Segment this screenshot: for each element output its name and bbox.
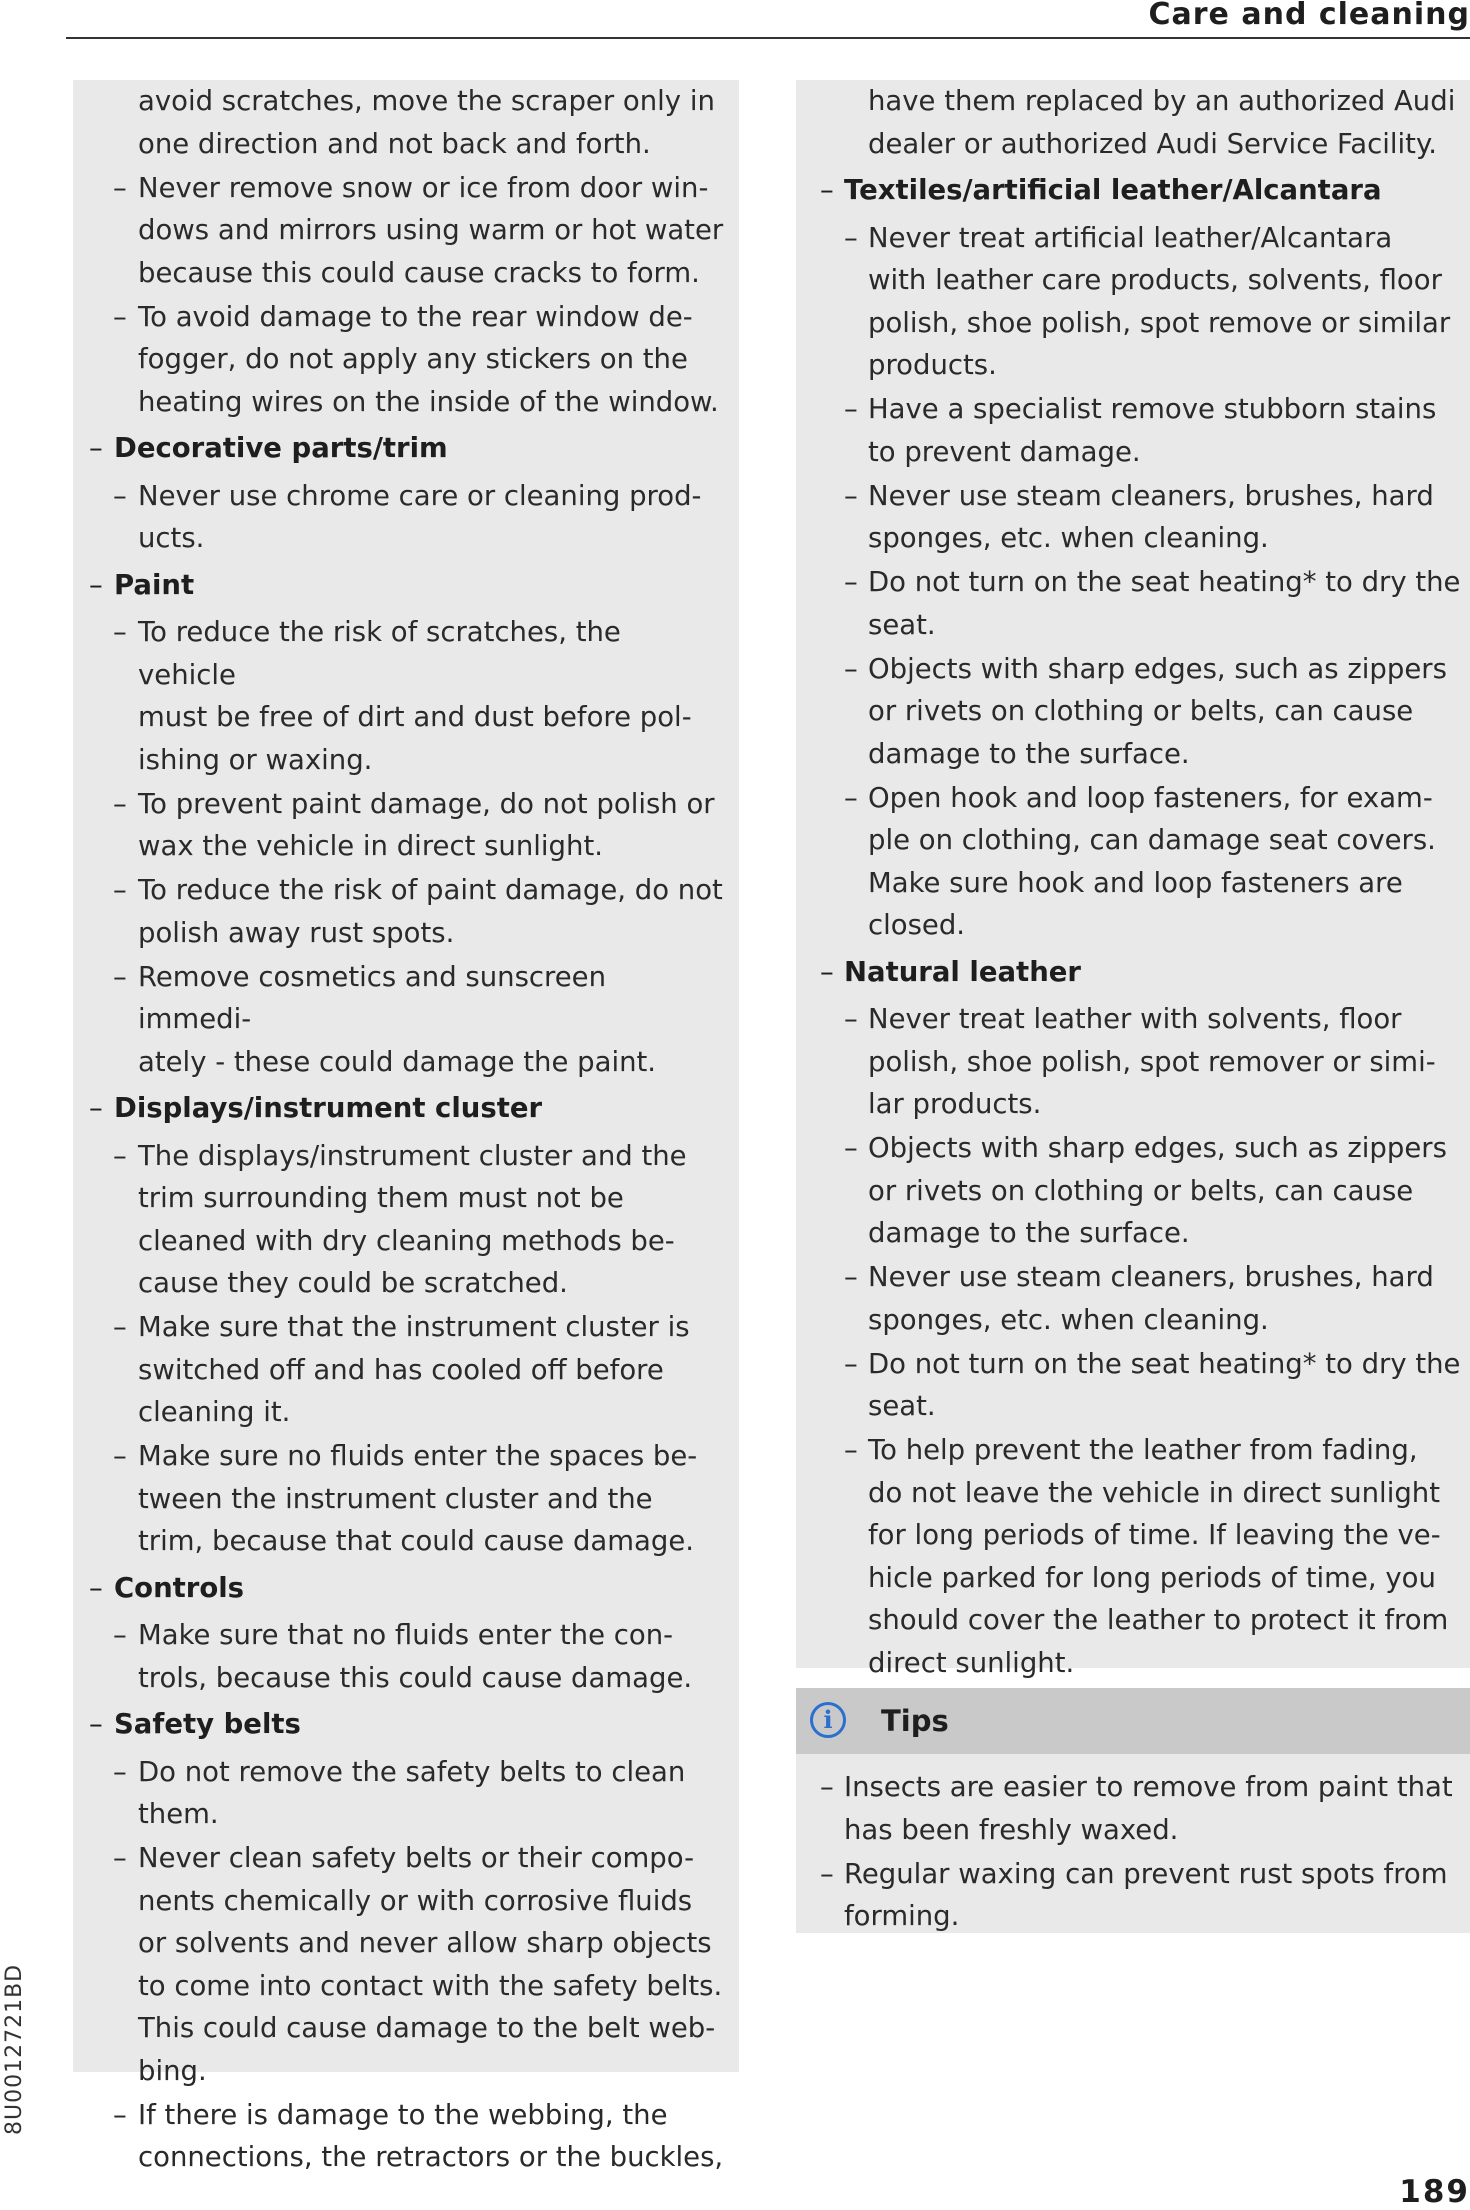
list-item (73, 167, 725, 295)
text-line: tween the instrument cluster and the (138, 1482, 653, 1515)
dash-bullet: – (113, 1619, 127, 1651)
list-item (796, 1343, 1470, 1428)
text-line: products. (868, 349, 997, 381)
dash-bullet: – (89, 432, 103, 464)
text-line: trim surrounding them must not be (138, 1182, 624, 1214)
continued-text (796, 80, 1470, 165)
text-line: have them replaced by an authorized Audi (868, 85, 1456, 117)
document-code: 8U0012721BD (2, 1963, 27, 2135)
text-line: trols, because this could cause damage. (138, 1661, 693, 1694)
text-line: polish away rust spots. (138, 916, 455, 949)
list-item (73, 475, 725, 560)
dash-bullet: – (113, 1139, 127, 1172)
text-line: lar products. (868, 1088, 1042, 1120)
list-item (73, 1751, 725, 1836)
list-item (796, 561, 1470, 646)
list-item (796, 1256, 1470, 1341)
text-line: wax the vehicle in direct sunlight. (138, 830, 603, 862)
dash-bullet: – (844, 1261, 858, 1293)
text-line: Make sure hook and loop fasteners are (868, 866, 1403, 899)
category-heading-text: Natural leather (844, 955, 1081, 988)
category-heading-text: Paint (114, 568, 195, 601)
text-line: switched off and has cooled off before (138, 1353, 664, 1386)
list-item (796, 998, 1470, 1126)
tip-item (796, 1853, 1470, 1938)
text-line: ishing or waxing. (138, 743, 373, 776)
text-line: Never treat artificial leather/Alcantara (868, 221, 1393, 254)
text-line: Never remove snow or ice from door win- (138, 171, 709, 204)
text-line: cleaning it. (138, 1396, 291, 1428)
list-item (73, 1435, 725, 1563)
dash-bullet: – (844, 1132, 858, 1164)
dash-bullet: – (89, 1092, 103, 1124)
right-column (796, 80, 1470, 1679)
continued-text (73, 80, 725, 165)
text-line: should cover the leather to protect it from (868, 1604, 1449, 1636)
dash-bullet: – (844, 1347, 858, 1380)
dash-bullet: – (113, 479, 127, 512)
dash-bullet: – (89, 1708, 103, 1740)
dash-bullet: – (820, 174, 834, 206)
text-line: Make sure that no fluids enter the con- (138, 1619, 674, 1651)
list-item (796, 1429, 1470, 1684)
list-item (73, 783, 725, 868)
text-line: sponges, etc. when cleaning. (868, 522, 1269, 554)
text-line: cleaned with dry cleaning methods be- (138, 1224, 675, 1257)
text-line: polish, shoe polish, spot remove or similar (868, 306, 1451, 339)
dash-bullet: – (820, 955, 834, 988)
text-line: direct sunlight. (868, 1646, 1075, 1679)
dash-bullet: – (844, 1003, 858, 1035)
text-line: for long periods of time. If leaving the ve- (868, 1519, 1441, 1551)
text-line: ple on clothing, can damage seat covers. (868, 824, 1436, 856)
text-line: This could cause damage to the belt web- (138, 2012, 716, 2044)
category-heading-text: Decorative parts/trim (114, 432, 448, 464)
text-line: Objects with sharp edges, such as zippers (868, 1132, 1447, 1164)
category-heading (73, 1703, 725, 1746)
text-line: ucts. (138, 522, 205, 554)
category-heading (796, 169, 1470, 212)
text-line: damage to the surface. (868, 1217, 1190, 1249)
list-item (796, 475, 1470, 560)
text-line: seat. (868, 1390, 936, 1422)
category-heading (796, 951, 1470, 994)
text-line: Open hook and loop fasteners, for exam- (868, 781, 1433, 814)
list-item (73, 611, 725, 781)
dash-bullet: – (844, 221, 858, 254)
text-line: avoid scratches, move the scraper only in (138, 85, 715, 117)
dash-bullet: – (113, 300, 127, 333)
text-line: fogger, do not apply any stickers on the (138, 343, 688, 375)
text-line: The displays/instrument cluster and the (138, 1139, 687, 1172)
text-line: Never clean safety belts or their compo- (138, 1842, 695, 1874)
text-line: To prevent paint damage, do not polish or (138, 787, 715, 820)
text-line: or solvents and never allow sharp objects (138, 1927, 712, 1959)
text-line: with leather care products, solvents, floor (868, 264, 1442, 296)
dash-bullet: – (844, 781, 858, 814)
text-line: to prevent damage. (868, 435, 1141, 468)
dash-bullet: – (113, 960, 127, 993)
text-line: Make sure that the instrument cluster is (138, 1311, 690, 1343)
header-rule (66, 37, 1470, 39)
text-line: them. (138, 1798, 219, 1830)
dash-bullet: – (844, 479, 858, 512)
list-item (73, 1135, 725, 1305)
list-item (796, 217, 1470, 387)
tips-body (796, 1754, 1470, 1938)
text-line: Never use chrome care or cleaning prod- (138, 479, 702, 512)
dash-bullet: – (844, 652, 858, 685)
left-column (73, 80, 739, 2173)
text-line: or rivets on clothing or belts, can cause (868, 1174, 1414, 1207)
list-item (73, 956, 725, 1084)
text-line: Do not turn on the seat heating* to dry the (868, 1347, 1461, 1380)
text-line: seat. (868, 608, 936, 641)
list-item (73, 869, 725, 954)
list-item (796, 648, 1470, 776)
dash-bullet: – (113, 616, 127, 648)
category-heading-text: Displays/instrument cluster (114, 1092, 543, 1124)
dash-bullet: – (844, 566, 858, 598)
text-line: sponges, etc. when cleaning. (868, 1303, 1269, 1336)
text-line: bing. (138, 2054, 207, 2087)
dash-bullet: – (89, 1571, 103, 1604)
text-line: trim, because that could cause damage. (138, 1525, 695, 1557)
text-line: damage to the surface. (868, 737, 1190, 770)
text-line: must be free of dirt and dust before pol- (138, 701, 692, 733)
dash-bullet: – (820, 1771, 834, 1803)
text-line: To reduce the risk of paint damage, do not (138, 874, 723, 906)
category-heading-text: Controls (114, 1571, 245, 1604)
text-line: because this could cause cracks to form. (138, 256, 700, 289)
text-line: Do not turn on the seat heating* to dry the (868, 566, 1461, 598)
text-line: Remove cosmetics and sunscreen immedi- (138, 960, 607, 1035)
list-item (796, 777, 1470, 947)
tip-item (796, 1766, 1470, 1851)
category-heading (73, 427, 725, 470)
category-heading-text: Safety belts (114, 1708, 301, 1740)
text-line: has been freshly waxed. (844, 1813, 1179, 1846)
dash-bullet: – (113, 1311, 127, 1343)
category-heading-text: Textiles/artificial leather/Alcantara (844, 174, 1382, 206)
list-item (73, 296, 725, 424)
list-item (73, 1614, 725, 1699)
text-line: ately - these could damage the paint. (138, 1045, 657, 1078)
list-item (796, 1127, 1470, 1255)
list-item (73, 1306, 725, 1434)
text-line: to come into contact with the safety belts. (138, 1969, 723, 2002)
dash-bullet: – (113, 1842, 127, 1874)
page-number: 189 (1399, 2174, 1470, 2210)
text-line: hicle parked for long periods of time, you (868, 1561, 1436, 1594)
category-heading (73, 1567, 725, 1610)
text-line: nents chemically or with corrosive fluids (138, 1884, 693, 1917)
text-line: Regular waxing can prevent rust spots from (844, 1857, 1448, 1890)
dash-bullet: – (113, 2098, 127, 2131)
dash-bullet: – (113, 1755, 127, 1788)
dash-bullet: – (844, 1434, 858, 1466)
list-item (796, 388, 1470, 473)
text-line: Objects with sharp edges, such as zippers (868, 652, 1447, 685)
info-icon: i (810, 1702, 846, 1738)
text-line: one direction and not back and forth. (138, 127, 651, 160)
text-line: or rivets on clothing or belts, can cause (868, 695, 1414, 727)
text-line: To avoid damage to the rear window de- (138, 300, 693, 333)
list-item (73, 2094, 725, 2179)
dash-bullet: – (113, 1440, 127, 1472)
text-line: connections, the retractors or the buckles, (138, 2141, 724, 2173)
text-line: Never use steam cleaners, brushes, hard (868, 1261, 1434, 1293)
dash-bullet: – (844, 393, 858, 425)
dash-bullet: – (113, 874, 127, 906)
dash-bullet: – (113, 787, 127, 820)
text-line: dealer or authorized Audi Service Facility. (868, 127, 1438, 160)
text-line: polish, shoe polish, spot remover or simi- (868, 1045, 1436, 1078)
text-line: do not leave the vehicle in direct sunlight (868, 1476, 1441, 1509)
text-line: Do not remove the safety belts to clean (138, 1755, 686, 1788)
page-header-title: Care and cleaning (1148, 0, 1470, 32)
dash-bullet: – (89, 568, 103, 601)
text-line: heating wires on the inside of the window. (138, 385, 719, 418)
text-line: Make sure no fluids enter the spaces be- (138, 1440, 698, 1472)
list-item (73, 1837, 725, 2092)
text-line: dows and mirrors using warm or hot water (138, 214, 724, 246)
text-line: To help prevent the leather from fading, (868, 1434, 1418, 1466)
text-line: Insects are easier to remove from paint that (844, 1771, 1453, 1803)
tips-label: Tips (881, 1704, 949, 1738)
text-line: cause they could be scratched. (138, 1267, 568, 1299)
category-heading (73, 564, 725, 607)
tips-header (796, 1688, 1470, 1754)
dash-bullet: – (113, 171, 127, 204)
text-line: Never treat leather with solvents, floor (868, 1003, 1402, 1035)
text-line: forming. (844, 1900, 960, 1932)
text-line: Never use steam cleaners, brushes, hard (868, 479, 1434, 512)
dash-bullet: – (820, 1857, 834, 1890)
text-line: To reduce the risk of scratches, the vehicle (138, 616, 621, 691)
tips-box (796, 1688, 1470, 1933)
category-heading (73, 1087, 725, 1130)
text-line: closed. (868, 909, 966, 941)
text-line: If there is damage to the webbing, the (138, 2098, 668, 2131)
text-line: Have a specialist remove stubborn stains (868, 393, 1437, 425)
